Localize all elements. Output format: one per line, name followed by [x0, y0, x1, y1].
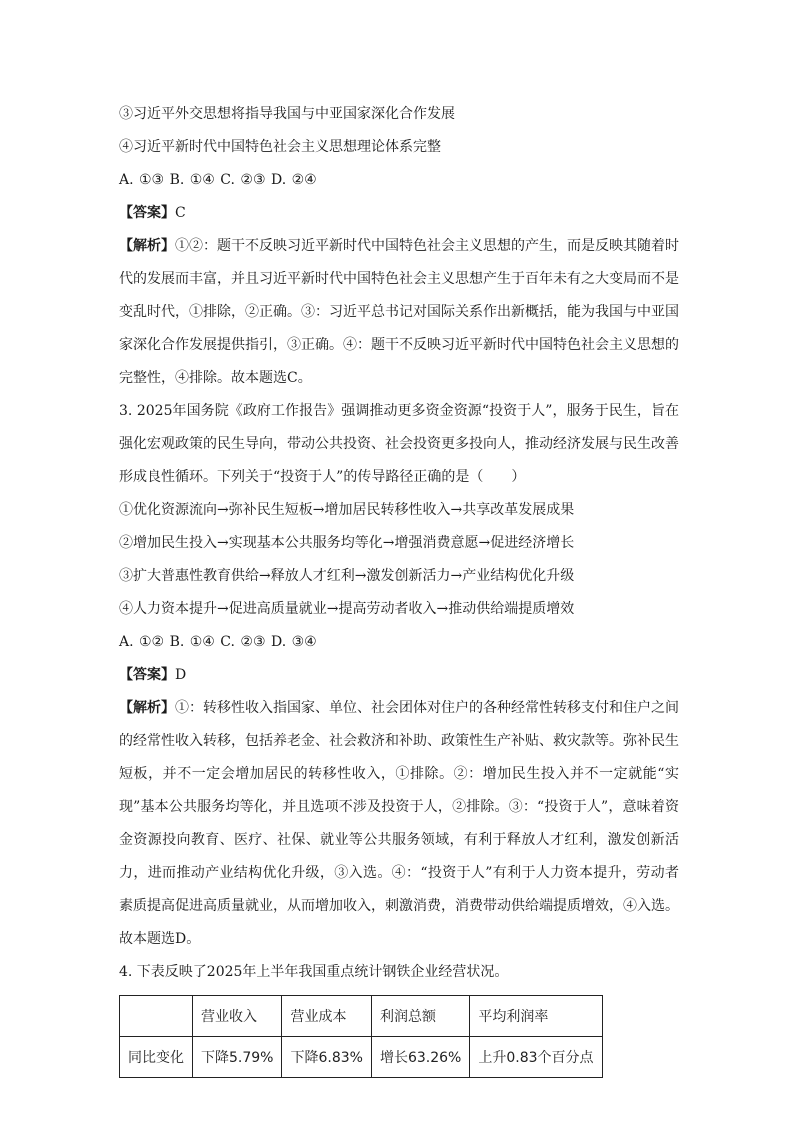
table-cell: 同比变化 [120, 1037, 193, 1078]
table-cell: 上升0.83个百分点 [470, 1037, 602, 1078]
option-item-3: ③习近平外交思想将指导我国与中亚国家深化合作发展 [119, 106, 455, 122]
q3-item-2: ②增加民生投入→实现基本公共服务均等化→增强消费意愿→促进经济增长 [119, 535, 575, 551]
q3-analysis-text: ①：转移性收入指国家、单位、社会团体对住户的各种经常性转移支付和住户之间的经常性收入转移，包括养老金、社会救济和补助、政策性生产补贴、救灾款等。弥补民生短板，并不一定会增加居民的转移性收入，①排除。②：增加民生投入并不一定就能“实现”基本公共服务均等化，并且选项不涉及投资于人，②排除。③：“投资于人”，意味着资金资源投向教育、医疗、社保、就业等公共服务领域，有利于释放人才红利，激发创新活力，进而推动产业结构优化升级，③入选。④：“投资于人”有利于人力资本提升，劳动者素质提高促进高质量就业，从而增加收入，刺激消费，消费带动供给端提质增效，④入选。故本题选D。 [119, 700, 679, 947]
steel-enterprise-table [119, 995, 603, 1078]
table-header-cell: 平均利润率 [470, 996, 602, 1037]
table-header-cell: 营业成本 [282, 996, 371, 1037]
q3-item-1: ①优化资源流向→弥补民生短板→增加居民转移性收入→共享改革发展成果 [119, 502, 575, 518]
question-4-stem: 4. 下表反映了2025年上半年我国重点统计钢铁企业经营状况。 [119, 964, 509, 980]
q3-answer-value: D [175, 667, 187, 683]
analysis-label: 【解析】 [119, 238, 175, 254]
table-header-row [120, 996, 603, 1037]
table-cell: 下降5.79% [193, 1037, 282, 1078]
table-cell: 增长63.26% [371, 1037, 469, 1078]
answer-line [119, 197, 679, 230]
table-header-cell [120, 996, 193, 1037]
q3-item-4: ④人力资本提升→促进高质量就业→提高劳动者收入→推动供给端提质增效 [119, 601, 575, 617]
document-page [119, 98, 679, 1078]
answer-value: C [175, 205, 186, 221]
table-row [120, 1037, 603, 1078]
option-item-4: ④习近平新时代中国特色社会主义思想理论体系完整 [119, 139, 441, 155]
table-header-cell: 利润总额 [371, 996, 469, 1037]
q3-item-3: ③扩大普惠性教育供给→释放人才红利→激发创新活力→产业结构优化升级 [119, 568, 575, 584]
question-3-stem: 3. 2025年国务院《政府工作报告》强调推动更多资金资源“投资于人”，服务于民生，旨在强化宏观政策的民生导向，带动公共投资、社会投资更多投向人，推动经济发展与民生改善形成良性循环。下列关于“投资于人”的传导路径正确的是（ ） [119, 403, 679, 485]
q3-answer-choices: A. ①② B. ①④ C. ②③ D. ③④ [119, 634, 317, 650]
q3-analysis-label: 【解析】 [119, 700, 175, 716]
q3-analysis-paragraph [119, 692, 679, 956]
table-cell: 下降6.83% [282, 1037, 371, 1078]
analysis-text: ①②：题干不反映习近平新时代中国特色社会主义思想的产生，而是反映其随着时代的发展而丰富，并且习近平新时代中国特色社会主义思想产生于百年未有之大变局而不是变乱时代，①排除，②正确。③：习近平总书记对国际关系作出新概括，能为我国与中亚国家深化合作发展提供指引，③正确。④：题干不反映习近平新时代中国特色社会主义思想的完整性，④排除。故本题选C。 [119, 238, 679, 386]
q3-answer-line [119, 659, 679, 692]
q3-answer-label: 【答案】 [119, 667, 175, 683]
table-header-cell: 营业收入 [193, 996, 282, 1037]
answer-choices: A. ①③ B. ①④ C. ②③ D. ②④ [119, 172, 317, 188]
analysis-paragraph [119, 230, 679, 395]
answer-label: 【答案】 [119, 205, 175, 221]
